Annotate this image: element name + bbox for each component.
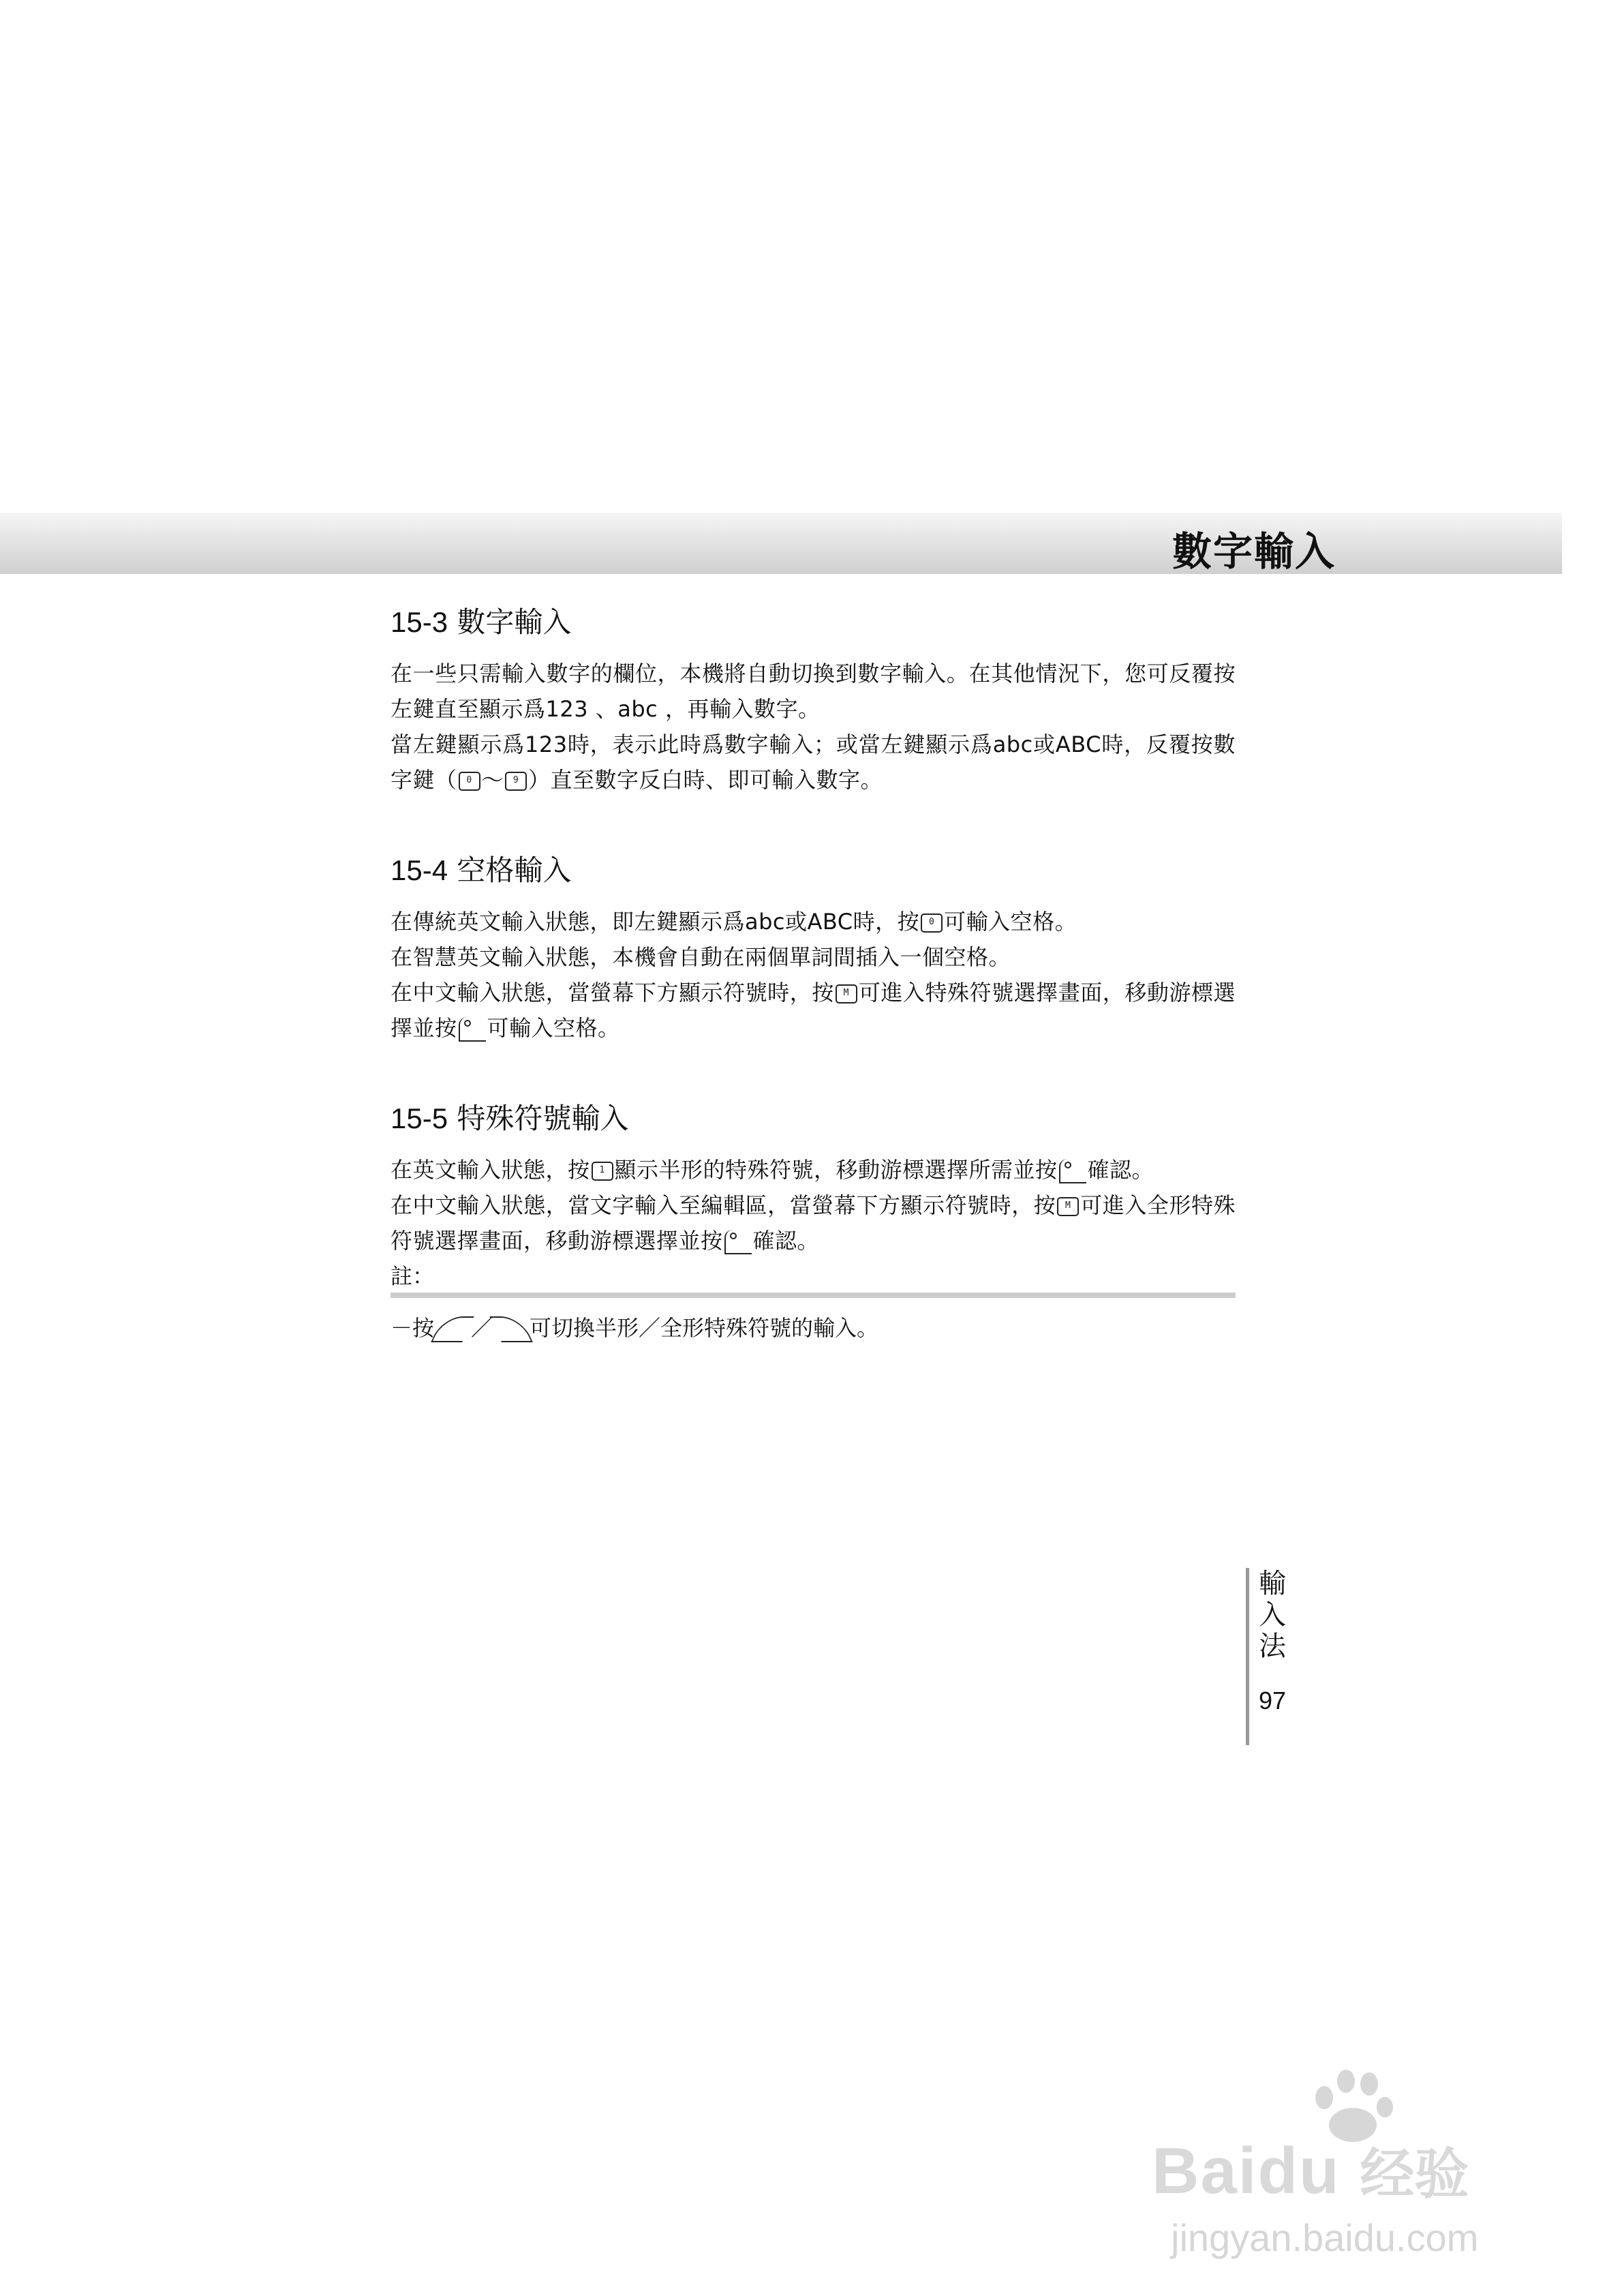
content xyxy=(391,593,1236,1348)
note-text: －按 ／ 可切換半形／全形特殊符號的輸入。 xyxy=(391,1315,879,1341)
keypad-key-icon: M xyxy=(1057,1197,1079,1216)
call-key-icon xyxy=(459,1017,486,1042)
divider xyxy=(391,1293,1236,1298)
page-number: 97 xyxy=(1259,1687,1287,1715)
keypad-key-icon: 0 xyxy=(921,913,943,933)
call-key-icon xyxy=(1059,1159,1086,1183)
paragraph: 在傳統英文輸入狀態，即左鍵顯示爲abc或ABC時，按 0 可輸入空格。 xyxy=(391,909,1077,935)
paragraph: 在中文輸入狀態，當文字輸入至編輯區，當螢幕下方顯示符號時，按 M 可進入全形特殊符號選擇畫面，移動游標選擇並按 確認。 xyxy=(391,1192,1236,1254)
watermark-brand: Baidu 经验 xyxy=(1152,2134,1469,2207)
section-title: 15-5 特殊符號輸入 xyxy=(391,1102,629,1135)
keypad-key-icon: 1 xyxy=(592,1162,613,1181)
section-title: 15-4 空格輸入 xyxy=(391,854,572,887)
paragraph: 在一些只需輸入數字的欄位，本機將自動切換到數字輸入。在其他情況下，您可反覆按左鍵直至顯示爲123 、abc ，再輸入數字。 xyxy=(391,661,1236,722)
baidu-watermark xyxy=(1152,2066,1533,2270)
left-soft-key-icon xyxy=(431,1316,474,1342)
note-label: 註： xyxy=(391,1263,435,1289)
keypad-key-icon: 9 xyxy=(505,772,527,791)
paragraph: 在智慧英文輸入狀態，本機會自動在兩個單詞間插入一個空格。 xyxy=(391,944,1011,970)
paragraph: 在中文輸入狀態，當螢幕下方顯示符號時，按 M 可進入特殊符號選擇畫面，移動游標選擇並按 可輸入空格。 xyxy=(391,980,1236,1041)
chapter-label: 輸入法 xyxy=(1259,1568,1286,1662)
section-title: 15-3 數字輸入 xyxy=(391,605,572,639)
keypad-key-icon: M xyxy=(836,984,857,1003)
watermark-url: jingyan.baidu.com xyxy=(1171,2216,1479,2259)
call-key-icon xyxy=(724,1230,752,1254)
keypad-key-icon: 0 xyxy=(459,772,480,791)
paragraph: 當左鍵顯示爲123時，表示此時爲數字輸入；或當左鍵顯示爲abc或ABC時，反覆按數字鍵（ 0 ～ 9 ）直至數字反白時、即可輸入數字。 xyxy=(391,731,1236,793)
side-tab xyxy=(1246,1568,1313,1745)
right-soft-key-icon xyxy=(489,1316,533,1342)
paragraph: 在英文輸入狀態，按 1 顯示半形的特殊符號，移動游標選擇所需並按 確認。 xyxy=(391,1157,1154,1183)
page-title: 數字輸入 xyxy=(1172,528,1336,575)
